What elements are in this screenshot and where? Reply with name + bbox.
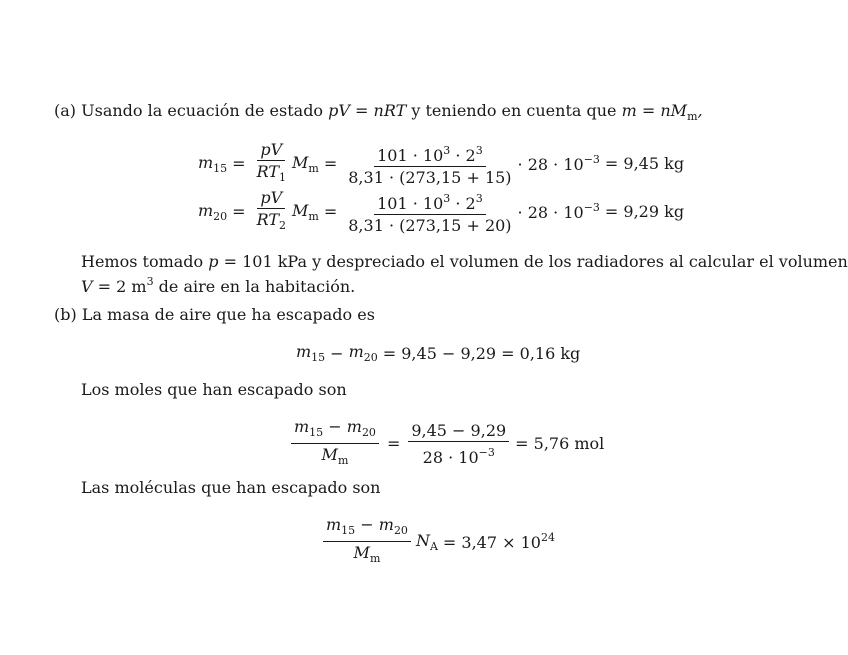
moles-result: = 5,76 mol (515, 434, 605, 453)
eq2-frac-pv-rt: $\frac{pV}{RT_2}$ (256, 188, 287, 232)
eq1-frac-numeric: $\frac{101 \cdot 10^3 \cdot 2^3}{8,31 \cdot (273,15 + 15)}$ (345, 141, 514, 187)
moles-intro: Los moles que han escapado son (81, 380, 347, 399)
eq1-lhs: $m_{15}$ (198, 152, 228, 175)
molecules-intro: Las moléculas que han escapado son (81, 478, 381, 497)
eq1-factor: · $28 \cdot 10^{-3}$ (517, 153, 600, 174)
moles-frac-symbolic: $\frac{m_{15} - m_{20}}{M_m}$ (291, 417, 379, 470)
eq2-result: = 9,29 kg (604, 202, 685, 221)
avogadro-number: $N_A$ (415, 530, 438, 553)
part-b-intro (54, 305, 375, 325)
part-a-note-line2: V = 2 $m^3$ de aire en la habitación. (81, 275, 356, 296)
eq2-molar-mass: $M_m$ (292, 200, 319, 223)
part-a-intro-text2: y teniendo en cuenta que (411, 101, 617, 120)
molecules-result: = $3,47 \times 10^{24}$ (442, 531, 555, 552)
equation-molecules (320, 515, 555, 568)
eq2-frac-numeric: $\frac{101 \cdot 10^3 \cdot 2^3}{8,31 \cdot (273,15 + 20)}$ (345, 189, 514, 235)
part-a-intro-text: Usando la ecuación de estado (81, 101, 324, 120)
equation-m20: $m_{20}$ = $\frac{pV}{RT_2}$ $M_m$ = $\frac{101 \cdot 10^3 \cdot 2^3}{8,31 \cdot (273,15 + 20)}$ · $28 \cdot 10^{-3}$ = 9,29 kg (198, 188, 685, 235)
equation-m15: $m_{15}$ = $\frac{pV}{RT_1}$ $M_m$ = $\frac{101 \cdot 10^3 \cdot 2^3}{8,31 \cdot (273,15 + 15)}$ · $28 \cdot 10^{-3}$ = 9,45 kg (198, 140, 685, 187)
eq1-molar-mass: $M_m$ (292, 152, 319, 175)
molecules-frac: $\frac{m_{15} - m_{20}}{M_m}$ (323, 515, 411, 568)
part-a-intro (54, 101, 703, 127)
part-a-label: (a) (54, 101, 77, 120)
eq1-result: = 9,45 kg (604, 154, 685, 173)
state-equation: pV = nRT (328, 101, 407, 120)
eq2-factor: · $28 \cdot 10^{-3}$ (517, 201, 600, 222)
equation-mass-escaped: $m_{15}$ − $m_{20}$ = 9,45 − 9,29 = 0,16 kg (296, 342, 581, 364)
part-a-note-line1: Hemos tomado p = 101 kPa y despreciado el volumen de los radiadores al calcular el volumen (81, 252, 848, 271)
eq2-lhs: $m_{20}$ (198, 200, 228, 223)
mass-relation: $m = nM_m$, (621, 101, 703, 123)
moles-frac-numeric: $\frac{9,45 - 9,29}{28 \cdot 10^{-3}}$ (408, 421, 509, 467)
equation-moles: $\frac{m_{15} - m_{20}}{M_m}$ = $\frac{9,45 - 9,29}{28 \cdot 10^{-3}}$ = 5,76 mol (288, 417, 604, 470)
eq1-frac-pv-rt: $\frac{pV}{RT_1}$ (256, 140, 287, 184)
part-b-intro-text: La masa de aire que ha escapado es (81, 305, 375, 324)
part-b-label: (b) (54, 305, 77, 324)
